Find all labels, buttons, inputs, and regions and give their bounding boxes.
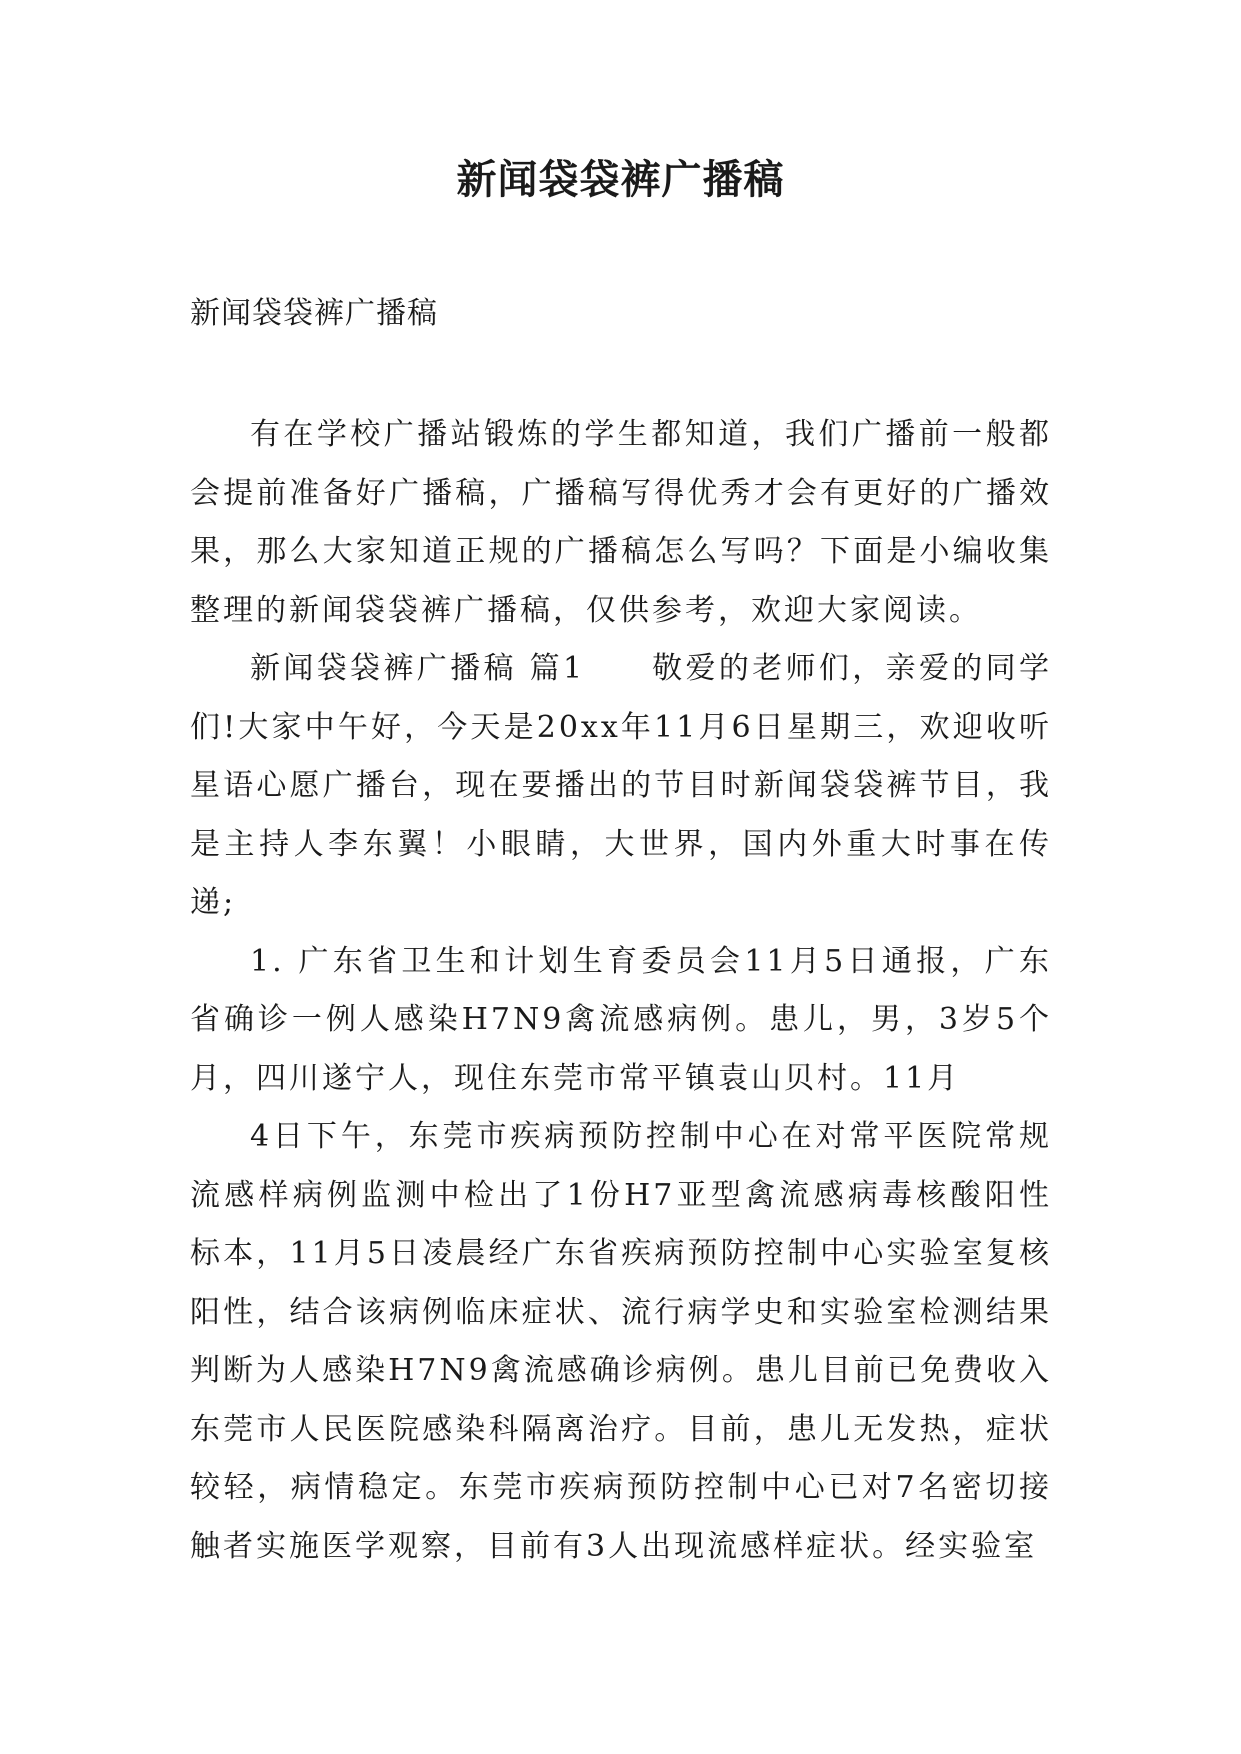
paragraph-part-1: 新闻袋袋裤广播稿 篇1 敬爱的老师们，亲爱的同学们!大家中午好，今天是20xx年11月6日星期三，欢迎收听星语心愿广播台，现在要播出的节目时新闻袋袋裤节目，我是主持人李东翼！小眼睛，大世界，国内外重大时事在传递;: [190, 651, 1052, 920]
paragraph-news-1-continued: 4日下午，东莞市疾病预防控制中心在对常平医院常规流感样病例监测中检出了1份H7亚型禽流感病毒核酸阳性标本，11月5日凌晨经广东省疾病预防控制中心实验室复核阳性，结合该病例临床症状、流行病学史和实验室检测结果判断为人感染H7N9禽流感确诊病例。患儿目前已免费收入东莞市人民医院感染科隔离治疗。目前，患儿无发热，症状较轻，病情稳定。东莞市疾病预防控制中心已对7名密切接触者实施医学观察，目前有3人出现流感样症状。经实验室: [190, 1119, 1052, 1564]
document-body: [190, 406, 1052, 1576]
document-subtitle: 新闻袋袋裤广播稿: [190, 296, 438, 331]
paragraph-intro: 有在学校广播站锻炼的学生都知道，我们广播前一般都会提前准备好广播稿，广播稿写得优秀才会有更好的广播效果，那么大家知道正规的广播稿怎么写吗？下面是小编收集整理的新闻袋袋裤广播稿，仅供参考，欢迎大家阅读。: [190, 417, 1052, 628]
paragraph-news-1: 1. 广东省卫生和计划生育委员会11月5日通报，广东省确诊一例人感染H7N9禽流感病例。患儿，男，3岁5个月，四川遂宁人，现住东莞市常平镇袁山贝村。11月: [190, 943, 1052, 1096]
document-title: 新闻袋袋裤广播稿: [456, 156, 785, 203]
